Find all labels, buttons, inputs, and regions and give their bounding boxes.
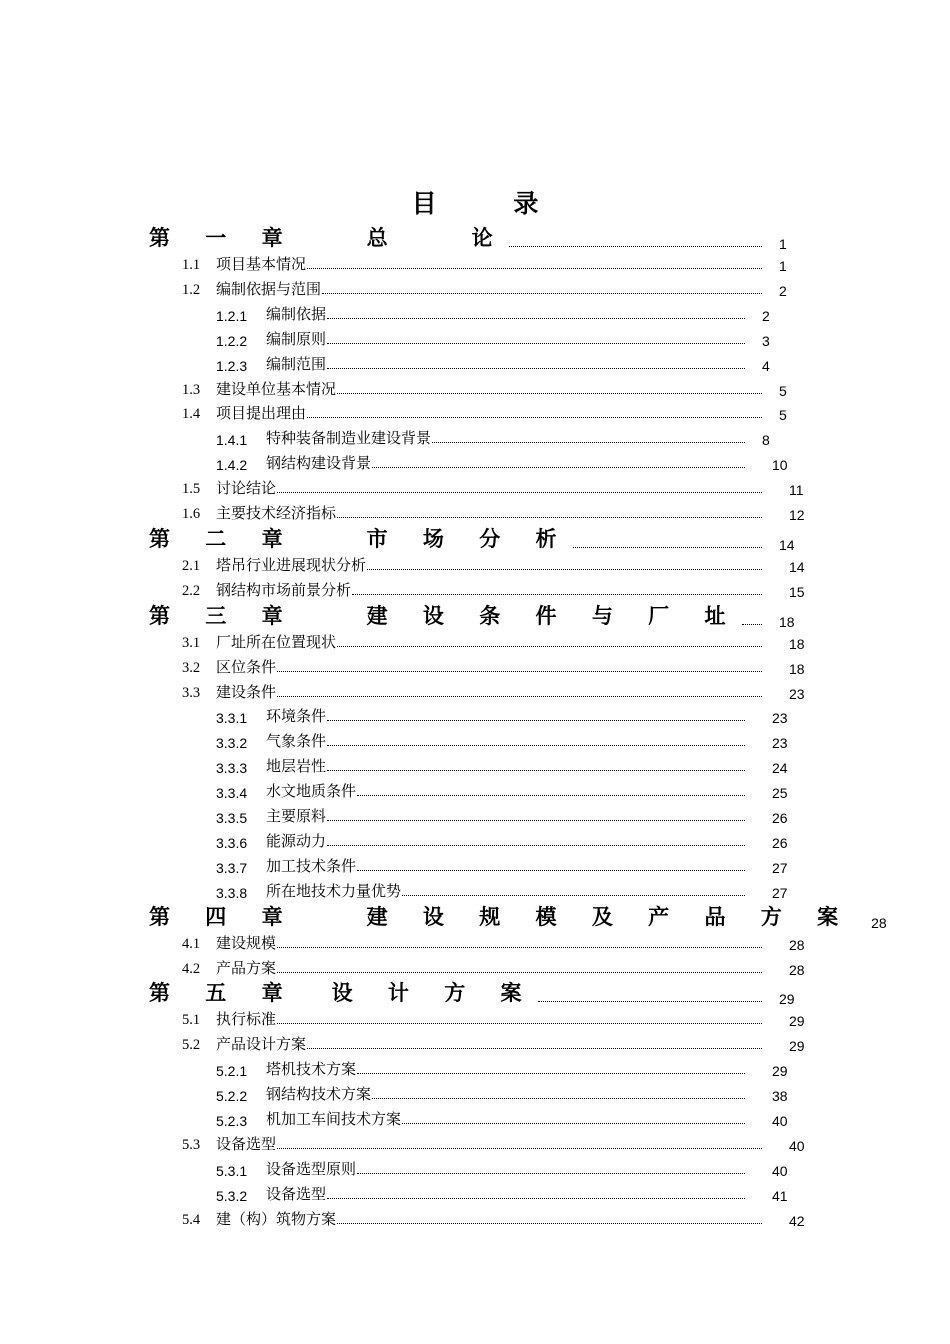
toc-entry-title: 执行标准 — [216, 1010, 277, 1029]
toc-entry-number: 5.4 — [182, 1211, 201, 1228]
toc-entry-title: 水文地质条件 — [266, 782, 357, 801]
toc-entry-row[interactable] — [182, 401, 809, 423]
toc-page-number: 5 — [779, 407, 787, 424]
toc-entry-title: 气象条件 — [266, 732, 327, 751]
toc-entry-row[interactable] — [182, 1132, 809, 1154]
toc-page-number: 27 — [772, 859, 788, 876]
toc-entry-number: 3.1 — [182, 634, 201, 651]
toc-chapter-row[interactable] — [149, 604, 809, 630]
toc-entry-row[interactable] — [182, 578, 809, 600]
toc-entry-title: 区位条件 — [216, 657, 277, 676]
toc-entry-title: 建（构）筑物方案 — [216, 1209, 337, 1228]
toc-page-number: 3 — [762, 332, 770, 349]
toc-entry-title: 编制依据与范围 — [216, 279, 322, 298]
toc-page-number: 29 — [789, 1013, 805, 1030]
toc-entry-number: 1.1 — [182, 257, 201, 273]
toc-dot-leader — [277, 682, 762, 697]
toc-dot-leader — [327, 304, 745, 319]
toc-entry-number: 1.2.2 — [216, 332, 248, 349]
toc-page-number: 23 — [772, 735, 788, 752]
toc-page-number: 26 — [772, 810, 788, 826]
toc-page-number: 28 — [789, 936, 805, 953]
toc-page-number: 2 — [762, 307, 770, 324]
toc-entry-title: 讨论结论 — [216, 479, 277, 498]
toc-entry-number: 2.2 — [182, 582, 201, 599]
toc-page-number: 18 — [789, 660, 805, 677]
toc-entry-title: 产品方案 — [216, 958, 277, 977]
toc-chapter-title: 第 三 章 建 设 条 件 与 厂 址 — [149, 602, 740, 628]
toc-entry-number: 3.3.3 — [216, 760, 248, 777]
toc-entry-title: 加工技术条件 — [266, 856, 357, 875]
toc-dot-leader — [372, 1084, 745, 1099]
toc-page-number: 5 — [779, 382, 787, 399]
toc-page-number: 28 — [789, 961, 805, 978]
toc-entry-row[interactable] — [182, 655, 809, 677]
toc-entry-number: 4.1 — [182, 935, 201, 952]
toc-chapter-title: 第 二 章 市 场 分 析 — [149, 525, 571, 551]
toc-dot-leader — [352, 580, 762, 595]
toc-chapter-row[interactable] — [149, 903, 887, 931]
toc-entry-number: 3.3.5 — [216, 810, 248, 826]
toc-entry-title: 建设规模 — [216, 933, 277, 952]
toc-dot-leader — [402, 881, 745, 896]
toc-dot-leader — [327, 731, 745, 746]
toc-entry-number: 5.3 — [182, 1136, 201, 1153]
toc-dot-leader — [327, 756, 745, 771]
toc-dot-leader — [327, 354, 745, 369]
toc-entry-title: 编制原则 — [266, 329, 327, 348]
toc-entry-title: 项目基本情况 — [216, 255, 307, 273]
toc-entry-row[interactable] — [216, 426, 792, 448]
toc-entry-number: 3.2 — [182, 659, 201, 676]
toc-dot-leader — [277, 1009, 762, 1024]
toc-entry-title: 所在地技术力量优势 — [266, 881, 402, 900]
toc-entry-row[interactable] — [216, 1157, 792, 1179]
toc-dot-leader — [307, 254, 762, 269]
toc-page-number: 29 — [772, 1063, 788, 1080]
toc-entry-row[interactable] — [216, 352, 792, 374]
toc-dot-leader — [327, 706, 745, 721]
toc-dot-leader — [357, 856, 745, 871]
toc-entry-number: 5.3.1 — [216, 1162, 248, 1179]
toc-page-number: 2 — [779, 282, 787, 299]
toc-entry-row[interactable] — [216, 729, 792, 751]
toc-entry-row[interactable] — [216, 854, 792, 876]
toc-entry-row[interactable] — [216, 327, 792, 349]
toc-entry-number: 1.2 — [182, 281, 201, 298]
toc-entry-title: 产品设计方案 — [216, 1035, 307, 1054]
toc-entry-row[interactable] — [182, 956, 809, 978]
toc-page-number: 18 — [779, 613, 795, 630]
toc-entry-title: 建设条件 — [216, 682, 277, 701]
toc-entry-number: 5.3.2 — [216, 1187, 248, 1204]
toc-dot-leader — [372, 453, 745, 468]
toc-dot-leader — [277, 478, 762, 493]
toc-entry-number: 5.1 — [182, 1012, 201, 1029]
toc-entry-row[interactable] — [182, 1032, 809, 1054]
toc-entry-row[interactable] — [182, 377, 809, 399]
toc-dot-leader — [322, 279, 762, 294]
toc-dot-leader — [742, 610, 763, 625]
toc-page-number: 40 — [789, 1137, 805, 1154]
toc-entry-row[interactable] — [216, 451, 792, 473]
toc-page-number: 29 — [789, 1038, 805, 1055]
toc-entry-number: 5.2.1 — [216, 1063, 248, 1080]
toc-chapter-row[interactable] — [149, 981, 809, 1007]
toc-dot-leader — [337, 503, 762, 518]
toc-page-number: 18 — [789, 635, 805, 652]
toc-dot-leader — [432, 428, 745, 443]
toc-entry-row[interactable] — [182, 1007, 809, 1029]
toc-page-number: 40 — [772, 1162, 788, 1179]
toc-entry-row[interactable] — [182, 476, 809, 498]
toc-chapter-title: 第 一 章 总 论 — [149, 225, 507, 250]
toc-entry-number: 4.2 — [182, 960, 201, 977]
toc-dot-leader — [307, 403, 762, 418]
toc-entry-title: 厂址所在位置现状 — [216, 632, 337, 651]
toc-dot-leader — [277, 1134, 762, 1149]
toc-entry-title: 特种装备制造业建设背景 — [266, 429, 432, 448]
toc-entry-title: 塔吊行业进展现状分析 — [216, 555, 367, 574]
toc-dot-leader — [509, 232, 762, 247]
toc-entry-number: 5.2.3 — [216, 1113, 248, 1129]
toc-dot-leader — [277, 958, 762, 973]
toc-dot-leader — [327, 1184, 745, 1199]
toc-entry-title: 编制范围 — [266, 354, 327, 373]
toc-page-number: 24 — [772, 760, 788, 777]
toc-entry-number: 2.1 — [182, 557, 201, 574]
toc-entry-number: 3.3.1 — [216, 710, 248, 727]
toc-entry-title: 设备选型 — [266, 1184, 327, 1203]
toc-entry-row[interactable] — [216, 804, 792, 826]
toc-entry-title: 塔机技术方案 — [266, 1060, 357, 1079]
toc-entry-row[interactable] — [182, 1207, 809, 1229]
toc-entry-number: 1.2.3 — [216, 357, 248, 374]
toc-entry-number: 1.5 — [182, 481, 201, 498]
toc-dot-leader — [337, 632, 762, 647]
toc-page-number: 41 — [772, 1187, 788, 1204]
toc-dot-leader — [573, 533, 762, 548]
toc-entry-number: 1.4 — [182, 406, 201, 423]
toc-entry-title: 能源动力 — [266, 831, 327, 850]
toc-page-number: 27 — [772, 884, 788, 901]
toc-page-number: 4 — [762, 357, 770, 374]
toc-entry-title: 机加工车间技术方案 — [266, 1110, 402, 1128]
toc-dot-leader — [357, 1159, 745, 1174]
toc-page-number: 15 — [789, 583, 805, 600]
toc-page-number: 1 — [779, 236, 787, 252]
toc-title: 目 录 — [411, 189, 573, 218]
toc-entry-row[interactable] — [182, 680, 809, 702]
toc-entry-title: 项目提出理由 — [216, 404, 307, 423]
toc-entry-number: 3.3.6 — [216, 834, 248, 851]
toc-entry-number: 1.4.1 — [216, 432, 248, 449]
toc-entry-title: 建设单位基本情况 — [216, 379, 337, 398]
toc-dot-leader — [337, 1209, 762, 1224]
toc-page-number: 10 — [772, 457, 788, 474]
toc-entry-number: 3.3.4 — [216, 785, 248, 802]
toc-page-number: 23 — [772, 710, 788, 727]
toc-entry-title: 钢结构技术方案 — [266, 1085, 372, 1104]
toc-page-number: 25 — [772, 785, 788, 802]
toc-page-number: 40 — [772, 1113, 788, 1129]
toc-entry-number: 1.6 — [182, 506, 201, 522]
toc-entry-number: 3.3 — [182, 684, 201, 701]
toc-page-number: 29 — [779, 991, 795, 1008]
toc-dot-leader — [277, 933, 762, 948]
toc-entry-row[interactable] — [216, 779, 792, 801]
toc-page-number: 8 — [762, 432, 770, 449]
toc-entry-row[interactable] — [182, 931, 809, 953]
toc-entry-number: 3.3.2 — [216, 735, 248, 752]
toc-entry-row[interactable] — [216, 1057, 792, 1079]
toc-entry-row[interactable] — [182, 252, 809, 274]
toc-entry-row[interactable] — [216, 829, 792, 851]
toc-entry-number: 1.4.2 — [216, 457, 248, 474]
toc-dot-leader — [277, 657, 762, 672]
toc-entry-number: 5.2 — [182, 1037, 201, 1054]
toc-entry-row[interactable] — [216, 754, 792, 776]
toc-dot-leader — [367, 555, 762, 570]
toc-page-number: 23 — [789, 685, 805, 702]
toc-entry-title: 地层岩性 — [266, 757, 327, 776]
toc-entry-row[interactable] — [216, 1107, 792, 1129]
toc-chapter-title: 第 五 章 设 计 方 案 — [149, 980, 536, 1006]
toc-entry-row[interactable] — [182, 277, 809, 299]
toc-entry-title: 主要原料 — [266, 807, 327, 825]
toc-entry-row[interactable] — [216, 704, 792, 726]
toc-chapter-row[interactable] — [149, 226, 809, 252]
toc-page-number: 28 — [871, 914, 887, 931]
toc-entry-title: 钢结构市场前景分析 — [216, 580, 352, 599]
toc-entry-row[interactable] — [182, 501, 809, 523]
toc-entry-number: 3.3.7 — [216, 859, 248, 876]
toc-dot-leader — [327, 329, 745, 344]
toc-entry-title: 设备选型原则 — [266, 1159, 357, 1178]
toc-entry-title: 编制依据 — [266, 304, 327, 323]
toc-entry-row[interactable] — [182, 630, 809, 652]
toc-dot-leader — [538, 987, 762, 1002]
toc-entry-row[interactable] — [216, 1082, 792, 1104]
toc-entry-number: 1.2.1 — [216, 307, 248, 324]
toc-page-number: 11 — [789, 482, 804, 499]
toc-dot-leader — [402, 1109, 745, 1124]
toc-dot-leader — [307, 1034, 762, 1049]
toc-entry-row[interactable] — [182, 553, 809, 575]
toc-dot-leader — [327, 831, 745, 846]
toc-page-number: 1 — [779, 258, 787, 274]
toc-dot-leader — [327, 806, 745, 821]
toc-entry-row[interactable] — [216, 879, 792, 901]
toc-dot-leader — [357, 781, 745, 796]
toc-entry-number: 3.3.8 — [216, 884, 248, 901]
toc-entry-title: 主要技术经济指标 — [216, 504, 337, 522]
toc-chapter-row[interactable] — [149, 527, 809, 553]
toc-entry-title: 环境条件 — [266, 707, 327, 726]
toc-entry-number: 5.2.2 — [216, 1088, 248, 1105]
toc-dot-leader — [337, 379, 762, 394]
toc-entry-title: 钢结构建设背景 — [266, 454, 372, 473]
toc-page-number: 42 — [789, 1212, 805, 1229]
toc-page-number: 14 — [789, 558, 805, 575]
toc-chapter-title: 第 四 章 建 设 规 模 及 产 品 方 案 — [149, 903, 853, 929]
toc-page-number: 14 — [779, 536, 795, 553]
toc-entry-row[interactable] — [216, 1182, 792, 1204]
toc-page-number: 12 — [789, 507, 805, 523]
toc-dot-leader — [357, 1059, 745, 1074]
toc-entry-number: 1.3 — [182, 381, 201, 398]
toc-page-number: 26 — [772, 834, 788, 851]
toc-entry-title: 设备选型 — [216, 1134, 277, 1153]
toc-entry-row[interactable] — [216, 302, 792, 324]
toc-page-number: 38 — [772, 1088, 788, 1105]
